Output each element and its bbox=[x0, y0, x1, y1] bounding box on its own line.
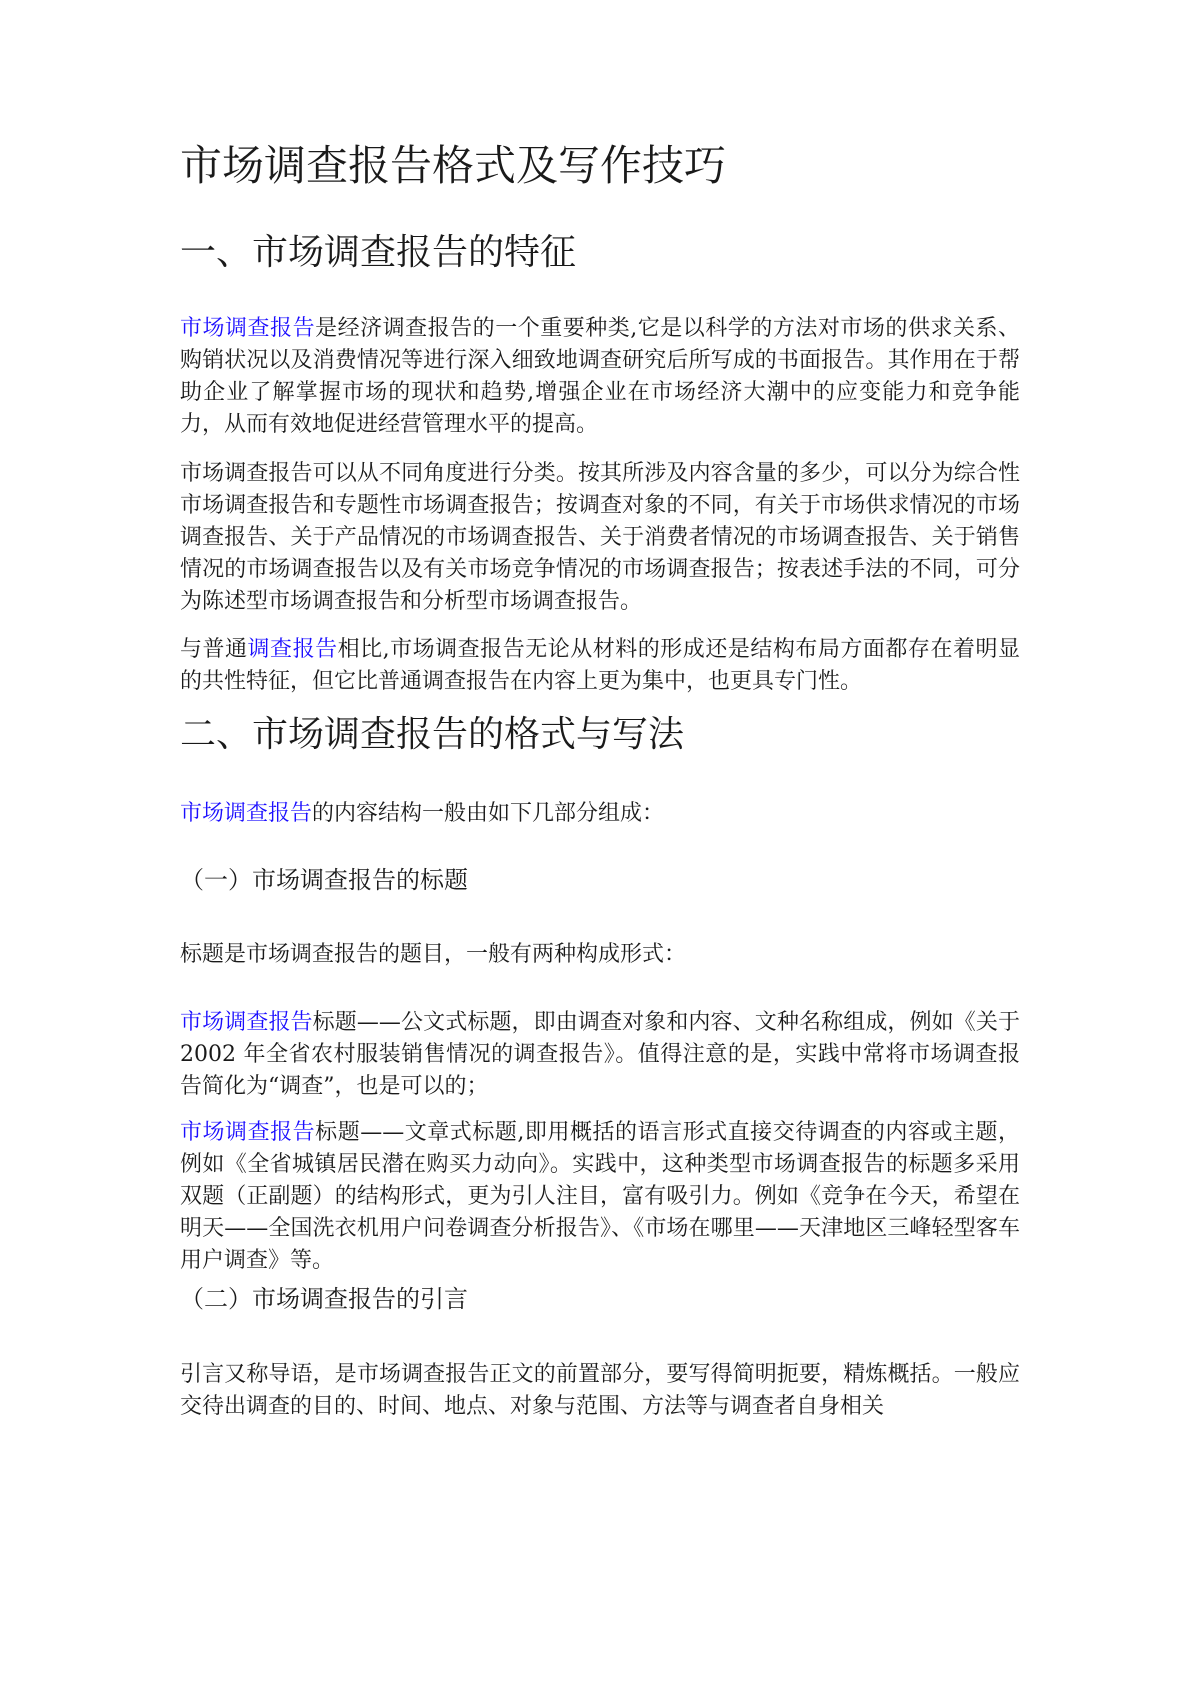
paragraph-text: 相比,市场调查报告无论从材料的形成还是结构布局方面都存在着明显的共性特征，但它比普通调查报告在内容上更为集中，也更具专门性。 bbox=[180, 637, 1020, 694]
paragraph-text: 标题——公文式标题，即由调查对象和内容、文种名称组成，例如《关于 2002 年全省农村服装销售情况的调查报告》。值得注意的是，实践中常将市场调查报告简化为“调查”，也是可以的； bbox=[180, 1010, 1020, 1099]
section-1-paragraph-2: 市场调查报告可以从不同角度进行分类。按其所涉及内容含量的多少，可以分为综合性市场调查报告和专题性市场调查报告；按调查对象的不同，有关于市场供求情况的市场调查报告、关于产品情况的市场调查报告、关于消费者情况的市场调查报告、关于销售情况的市场调查报告以及有关市场竞争情况的市场调查报告；按表述手法的不同，可分为陈述型市场调查报告和分析型市场调查报告。 bbox=[180, 461, 1020, 614]
paragraph-text: 标题——文章式标题,即用概括的语言形式直接交待调查的内容或主题，例如《全省城镇居民潜在购买力动向》。实践中，这种类型市场调查报告的标题多采用双题（正副题）的结构形式，更为引人注目，富有吸引力。例如《竞争在今天，希望在明天——全国洗衣机用户问卷调查分析报告》、《市场在哪里——天津地区三峰轻型客车用户调查》等。 bbox=[180, 1120, 1020, 1273]
subsection-2-heading: （二）市场调查报告的引言 bbox=[180, 1285, 468, 1313]
section-2-heading: 二、市场调查报告的格式与写法 bbox=[180, 714, 685, 755]
section-1-heading: 一、市场调查报告的特征 bbox=[180, 232, 577, 273]
section-1-paragraph-3 bbox=[180, 634, 1020, 698]
paragraph-text: 是经济调查报告的一个重要种类,它是以科学的方法对市场的供求关系、购销状况以及消费情况等进行深入细致地调查研究后所写成的书面报告。其作用在于帮助企业了解掌握市场的现状和趋势,增强企业在市场经济大潮中的应变能力和竞争能力，从而有效地促进经营管理水平的提高。 bbox=[180, 316, 1020, 437]
subsection-1-paragraph-3 bbox=[180, 1117, 1020, 1277]
subsection-1-heading: （一）市场调查报告的标题 bbox=[180, 866, 468, 894]
subsection-1-paragraph-2 bbox=[180, 1007, 1020, 1103]
paragraph-text: 的内容结构一般由如下几部分组成： bbox=[312, 801, 665, 826]
market-report-link[interactable]: 市场调查报告 bbox=[180, 1010, 313, 1035]
market-report-link[interactable]: 市场调查报告 bbox=[180, 316, 316, 341]
document-title: 市场调查报告格式及写作技巧 bbox=[180, 141, 727, 190]
paragraph-prefix: 与普通 bbox=[180, 637, 248, 662]
section-1-paragraph-1 bbox=[180, 313, 1020, 441]
subsection-2-paragraph-1: 引言又称导语，是市场调查报告正文的前置部分，要写得简明扼要，精炼概括。一般应交待出调查的目的、时间、地点、对象与范围、方法等与调查者自身相关 bbox=[180, 1362, 1020, 1419]
survey-report-link[interactable]: 调查报告 bbox=[247, 637, 338, 662]
market-report-link[interactable]: 市场调查报告 bbox=[180, 1120, 316, 1145]
market-report-link[interactable]: 市场调查报告 bbox=[180, 801, 313, 826]
section-2-intro bbox=[180, 798, 1020, 830]
subsection-1-paragraph-1: 标题是市场调查报告的题目，一般有两种构成形式： bbox=[180, 942, 687, 967]
